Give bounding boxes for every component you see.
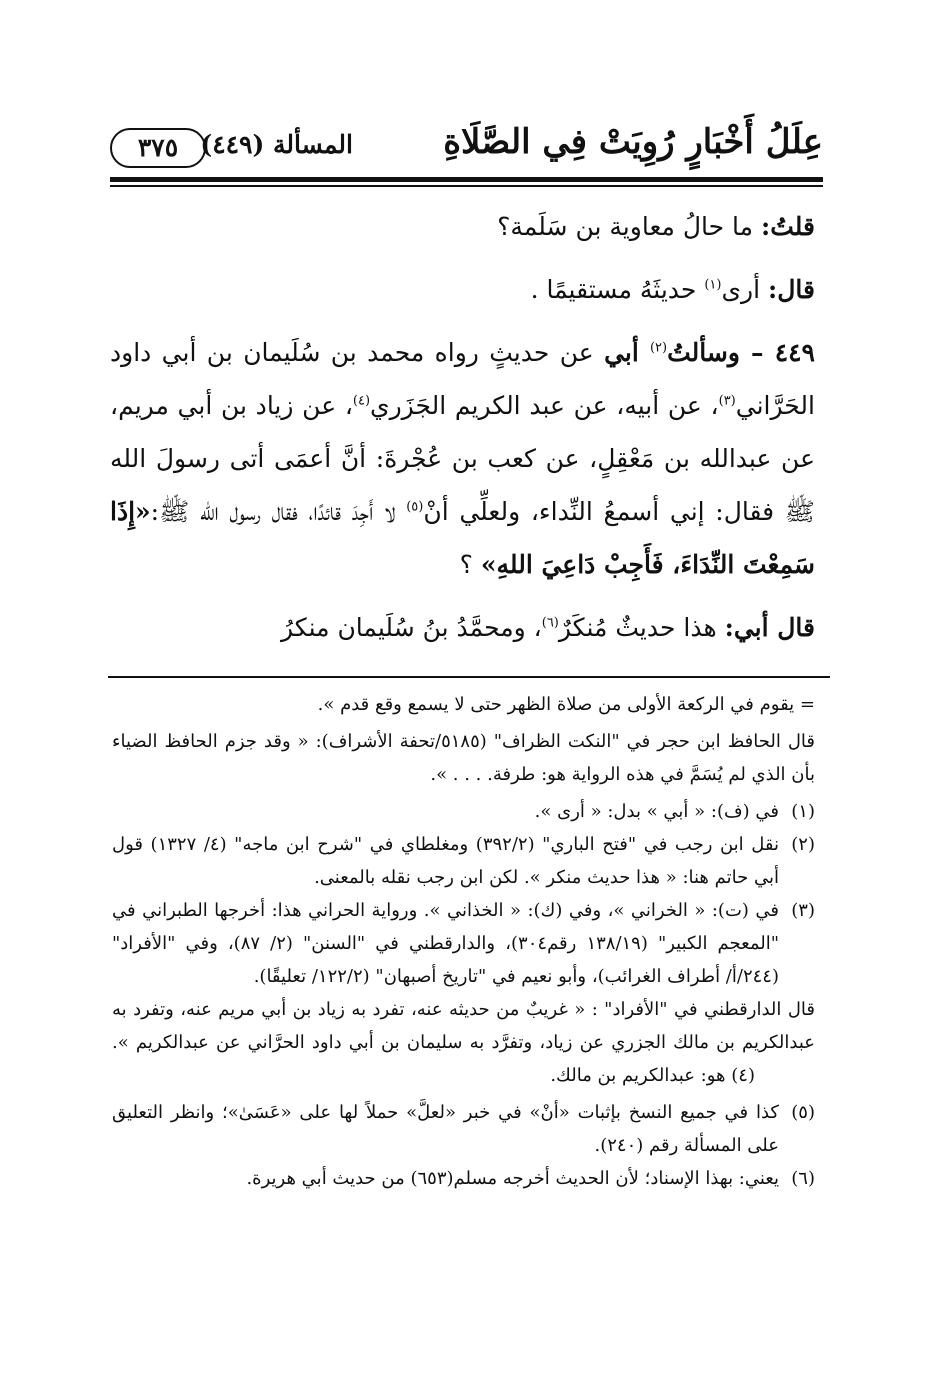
footnote-text: يعني: بهذا الإسناد؛ لأن الحديث أخرجه مسلم(٦٥٣) من حديث أبي هريرة.	[246, 1168, 779, 1189]
footnote-3b-text: قال الدارقطني في "الأفراد" : « غريبٌ من حديثه عنه، تفرد به زياد بن أبي مريم عنه، وتفرد به عبدالكريم بن مالك الجزري عن زياد، وتفرَّد به سليمان بن أبي داود الحرَّاني عن عبدالكريم ».	[112, 999, 815, 1053]
answer-paragraph	[110, 263, 815, 316]
issue-text-1: عن حديثٍ رواه محمد بن سُلَيمان بن أبي داود الحَرَّاني	[110, 338, 815, 420]
footnote-continuation-1: = يقوم في الركعة الأولى من صلاة الظهر حتى لا يسمع وقع قدم ».	[317, 694, 815, 715]
answer-text-b: حديثَهُ مستقيمًا .	[530, 275, 705, 304]
question-paragraph	[110, 200, 815, 253]
footnote-text: في (ف): « أبي » بدل: « أرى ».	[534, 801, 779, 822]
issue-text-5: ؟	[459, 550, 481, 579]
footnote-mark: (٣)	[791, 900, 815, 921]
footnote-4-text: هو: عبدالكريم بن مالك.	[550, 1065, 726, 1086]
answer2-paragraph	[110, 601, 815, 654]
footnote-mark: (١)	[791, 801, 815, 822]
issue-text-3: ، عن زياد بن أبي مريم، عن عبدالله بن مَعْقِلٍ، عن كعب بن عُجْرةَ: أنَّ أعمَى أتى رسولَ الله ﷺ فقال: إني أسمعُ النِّداء، ولعلِّي أنْ	[110, 391, 815, 526]
footnote-3	[112, 894, 815, 993]
hadith-quote: «إِذَا سَمِعْتَ النِّدَاءَ، فَأَجِبْ دَاعِيَ اللهِ»	[110, 497, 815, 579]
issue-text-2: ، عن أبيه، عن عبد الكريم الجَزَري	[370, 391, 719, 420]
footnote-text: في (ت): « الخراني »، وفي (ك): « الخذاني ». ورواية الحراني هذا: أخرجها الطبراني في "المعجم الكبير" (١٣٨/١٩ رقم٣٠٤)، والدارقطني في "السنن" (٢/ ٨٧)، وفي "الأفراد" (٢٤٤/أ/ أطراف الغرائب)، وأبو نعيم في "تاريخ أصبهان" (١٢٢/٢/ تعليقًا).	[112, 900, 779, 987]
footnote-4-mark: (٤)	[731, 1065, 755, 1086]
footnote-5	[112, 1096, 815, 1162]
question-text: ما حالُ معاوية بن سَلَمة؟	[497, 212, 761, 241]
footnote-ref-5[interactable]: (٥)	[406, 499, 424, 515]
footnote-ref-3[interactable]: (٣)	[718, 393, 736, 409]
footnotes	[112, 688, 815, 1195]
footnote-3-continued	[112, 993, 815, 1092]
issue-text-4: لا أَجِدَ قائدًا، فقال رسول الله ﷺ:	[150, 497, 407, 526]
footnote-ref-2[interactable]: (٢)	[649, 340, 668, 356]
header-rule-thick	[110, 177, 823, 182]
answer2-text-b: ، ومحمَّدُ بنُ سُلَيمان منكرُ	[280, 613, 542, 642]
answer-text-a: أرى	[721, 275, 769, 304]
footnote-1	[112, 795, 815, 828]
issue-number: ٤٤٩ – وسألتُ	[667, 338, 815, 367]
footnote-mark: (٦)	[791, 1168, 815, 1189]
issue-label: المسألة (٤٤٩)	[200, 130, 353, 159]
page-header	[110, 118, 823, 178]
page-number: ٣٧٥	[110, 128, 206, 168]
footnote-mark: (٥)	[791, 1102, 815, 1123]
footnote-mark: (٢)	[791, 834, 815, 855]
footnote-6	[112, 1162, 815, 1195]
footnote-continuation-2: قال الحافظ ابن حجر في "النكت الظراف" (٥١٨٥/تحفة الأشراف): « وقد جزم الحافظ الضياء بأن الذي لم يُسَمَّ في هذه الرواية هو: طرفة. . . . ».	[112, 731, 816, 785]
book-title: عِلَلُ أَخْبَارٍ رُوِيَتْ فِي الصَّلَاةِ	[443, 122, 823, 162]
issue-lead: أبي	[604, 338, 650, 367]
footnote-text: كذا في جميع النسخ بإثبات «أنْ» في خبر «لعلَّ» حملاً لها على «عَسَىٰ»؛ وانظر التعليق على المسألة رقم (٢٤٠).	[112, 1102, 779, 1156]
footnote-text: نقل ابن رجب في "فتح الباري" (٣٩٢/٢) ومغلطاي في "شرح ابن ماجه" (٤/ ١٣٢٧) قول أبي حاتم هنا: « هذا حديث منكر ». لكن ابن رجب نقله بالمعنى.	[112, 834, 779, 888]
footnote-separator	[108, 676, 830, 678]
footnote-2	[112, 828, 815, 894]
question-label: قلتُ:	[760, 212, 815, 241]
answer-label: قال:	[768, 275, 815, 304]
footnote-ref-1[interactable]: (١)	[704, 277, 722, 293]
main-text	[110, 200, 815, 664]
answer2-label: قال أبي:	[724, 613, 815, 642]
issue-449-paragraph	[110, 326, 815, 591]
answer2-text-a: هذا حديثٌ مُنكَرٌ	[558, 613, 725, 642]
footnote-ref-4[interactable]: (٤)	[352, 393, 371, 409]
footnote-ref-6[interactable]: (٦)	[541, 615, 559, 631]
header-rule-thin	[110, 185, 823, 187]
